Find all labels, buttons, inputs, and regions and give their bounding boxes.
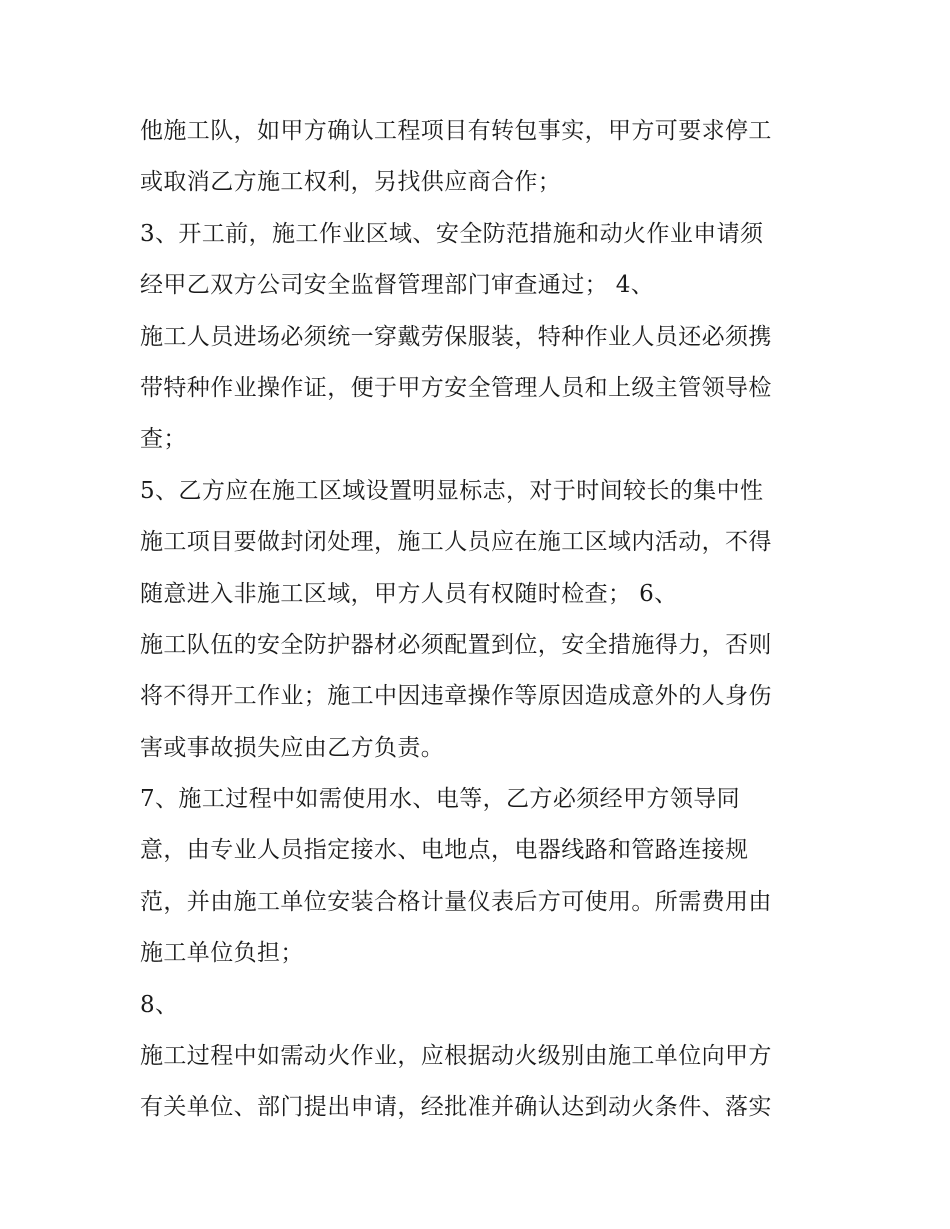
body-text [140,106,830,1134]
text-line: 施工项目要做封闭处理，施工人员应在施工区域内活动，不得 [140,529,772,556]
text-line: 他施工队，如甲方确认工程项目有转包事实，甲方可要求停工 [140,118,772,144]
text-line: 7、施工过程中如需使用水、电等，乙方必须经甲方领导同 [140,786,741,813]
text-line: 施工过程中如需动火作业，应根据动火级别由施工单位向甲方 [140,1043,772,1070]
text-line: 3、开工前，施工作业区域、安全防范措施和动火作业申请须 [140,220,764,247]
text-line: 施工单位负担； [140,940,304,967]
text-line: 或取消乙方施工权利，另找供应商合作； [140,169,562,196]
text-line: 带特种作业操作证，便于甲方安全管理人员和上级主管领导检 [140,374,772,401]
text-line: 害或事故损失应由乙方负责。 [140,734,445,761]
text-line: 施工人员进场必须统一穿戴劳保服装，特种作业人员还必须携 [140,323,772,350]
text-line: 查； [140,426,187,453]
text-line: 经甲乙双方公司安全监督管理部门审查通过； 4、 [140,272,655,299]
text-line: 范，并由施工单位安装合格计量仪表后方可使用。所需费用由 [140,888,772,915]
text-line: 有关单位、部门提出申请，经批准并确认达到动火条件、落实 [140,1094,772,1121]
text-line: 意，由专业人员指定接水、电地点，电器线路和管路连接规 [140,837,749,864]
text-line: 随意进入非施工区域，甲方人员有权随时检查； 6、 [140,580,678,607]
text-line: 5、乙方应在施工区域设置明显标志，对于时间较长的集中性 [140,477,764,504]
text-line: 8、 [140,991,179,1018]
text-line: 将不得开工作业；施工中因违章操作等原因造成意外的人身伤 [140,683,772,710]
text-line: 施工队伍的安全防护器材必须配置到位，安全措施得力，否则 [140,631,772,658]
